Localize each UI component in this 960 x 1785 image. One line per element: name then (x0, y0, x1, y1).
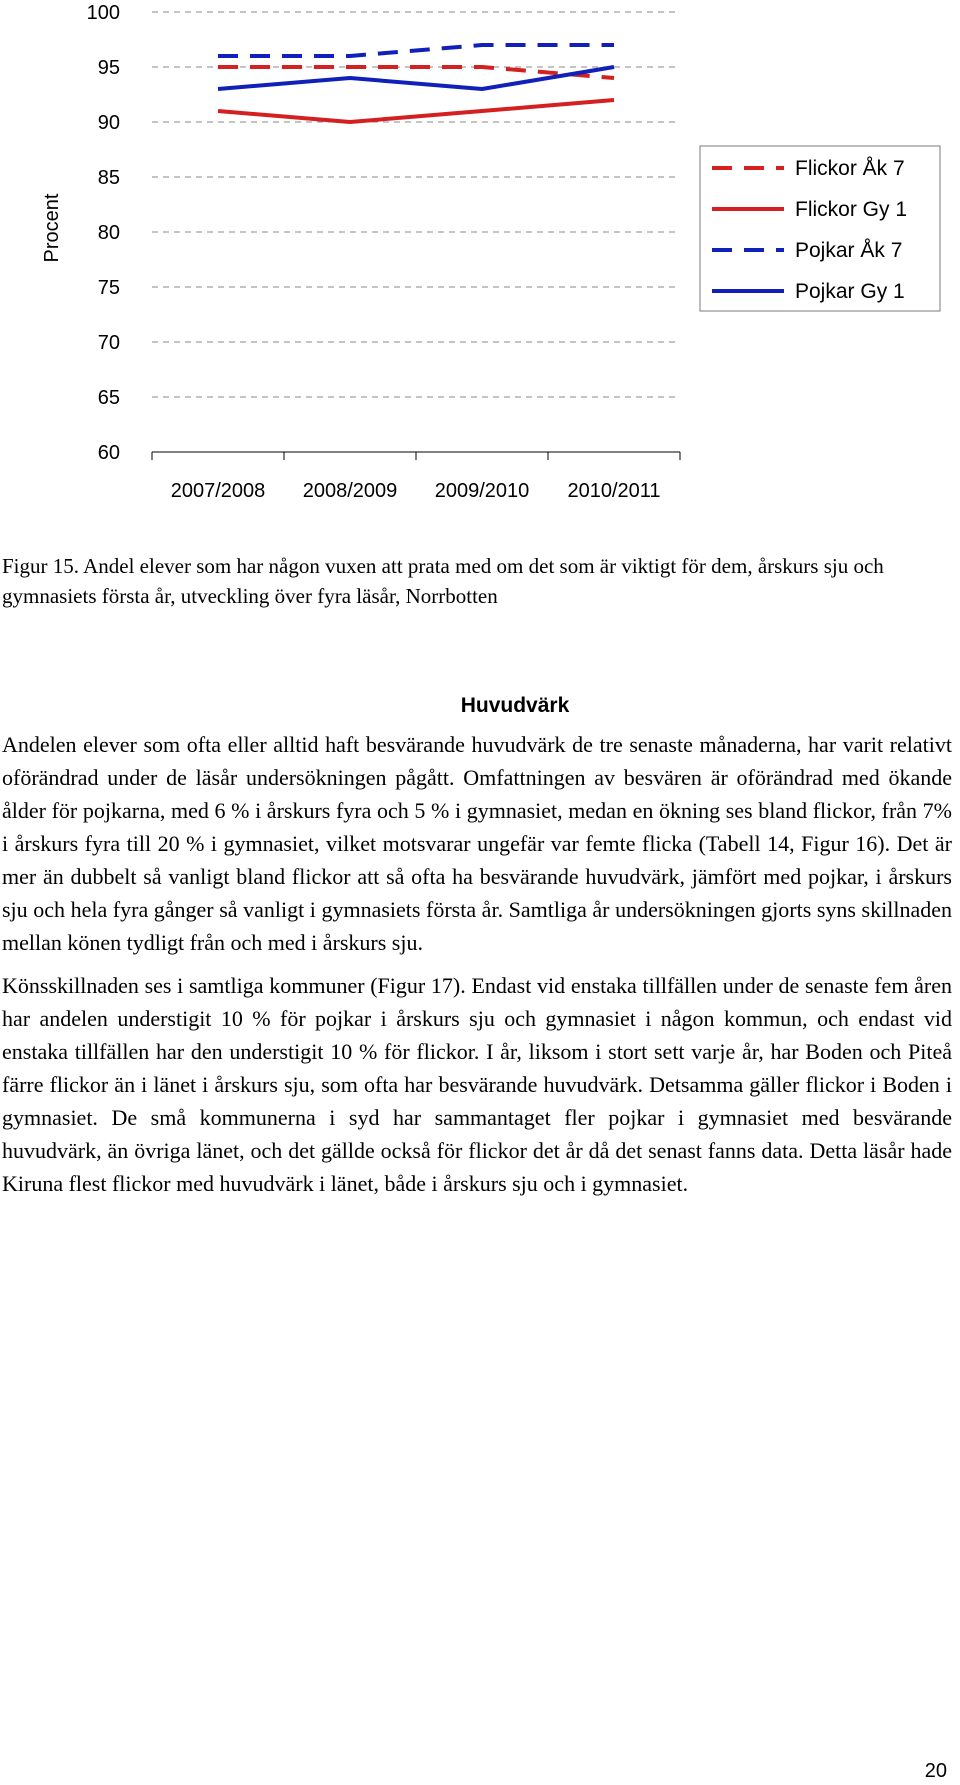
y-tick-label: 65 (97, 387, 120, 409)
paragraph: Könsskillnaden ses i samtliga kommuner (Figur 17). Endast vid enstaka tillfällen under de senaste fem åren har andelen understigit 10 % för pojkar i årskurs sju och gymnasiet i någon kommun, och endast vid enstaka tillfällen har den understigit 10 % för flickor. I år, liksom i stort sett varje år, har Boden och Piteå färre flickor än i länet i årskurs sju, som ofta har besvärande huvudvärk. Detsamma gäller flickor i Boden i gymnasiet. De små kommunerna i syd har sammantaget fler pojkar i gymnasiet med besvärande huvudvärk, än övriga länet, och det gällde också för flickor det år då det senast fanns data. Detta läsår hade Kiruna flest flickor med huvudvärk i länet, både i årskurs sju och i gymnasiet. (2, 973, 952, 1196)
legend-label: Pojkar Åk 7 (795, 239, 903, 262)
x-tick-label: 2008/2009 (302, 480, 398, 500)
series-line (218, 45, 614, 56)
y-tick-label: 95 (97, 57, 120, 79)
caption-text: Figur 15. Andel elever som har någon vuxen att prata med om det som är viktigt för dem, årskurs sju och gymnasiets första år, utveckling över fyra läsår, Norrbotten (2, 554, 884, 608)
x-tick-label: 2009/2010 (434, 480, 530, 500)
y-tick-label: 60 (97, 442, 120, 464)
series-line (218, 67, 614, 89)
y-tick-label: 85 (97, 167, 120, 189)
series-line (218, 100, 614, 122)
page-number: 20 (924, 1760, 947, 1782)
paragraph: Andelen elever som ofta eller alltid haft besvärande huvudvärk de tre senaste månaderna, har varit relativt oförändrad under de läsår undersökningen pågått. Omfattningen av besvären är oförändrad med ökande ålder för pojkarna, med 6 % i årskurs fyra och 5 % i gymnasiet, medan en ökning ses bland flickor, från 7% i årskurs fyra till 20 % i gymnasiet, vilket motsvarar ungefär var femte flicka (Tabell 14, Figur 16). Det är mer än dubbelt så vanligt bland flickor att så ofta ha besvärande huvudvärk, jämfört med pojkar, i årskurs sju och hela fyra gånger så vanligt i gymnasiets första år. Samtliga år undersökningen gjorts syns skillnaden mellan könen tydligt från och med i årskurs sju. (2, 732, 952, 955)
legend-label: Flickor Gy 1 (795, 198, 908, 221)
section-heading: Huvudvärk (460, 694, 570, 717)
x-tick-label: 2007/2008 (170, 480, 266, 500)
y-axis-title: Procent (41, 193, 63, 263)
y-tick-label: 70 (97, 332, 120, 354)
line-chart (0, 0, 960, 500)
y-tick-label: 100 (86, 2, 120, 24)
legend-label: Pojkar Gy 1 (795, 280, 905, 303)
y-tick-label: 75 (97, 277, 120, 299)
x-tick-label: 2010/2011 (567, 480, 661, 500)
section-body (2, 728, 952, 1200)
y-tick-label: 80 (97, 222, 120, 244)
figure-caption (2, 551, 947, 611)
legend-label: Flickor Åk 7 (795, 157, 905, 180)
y-tick-label: 90 (97, 112, 120, 134)
